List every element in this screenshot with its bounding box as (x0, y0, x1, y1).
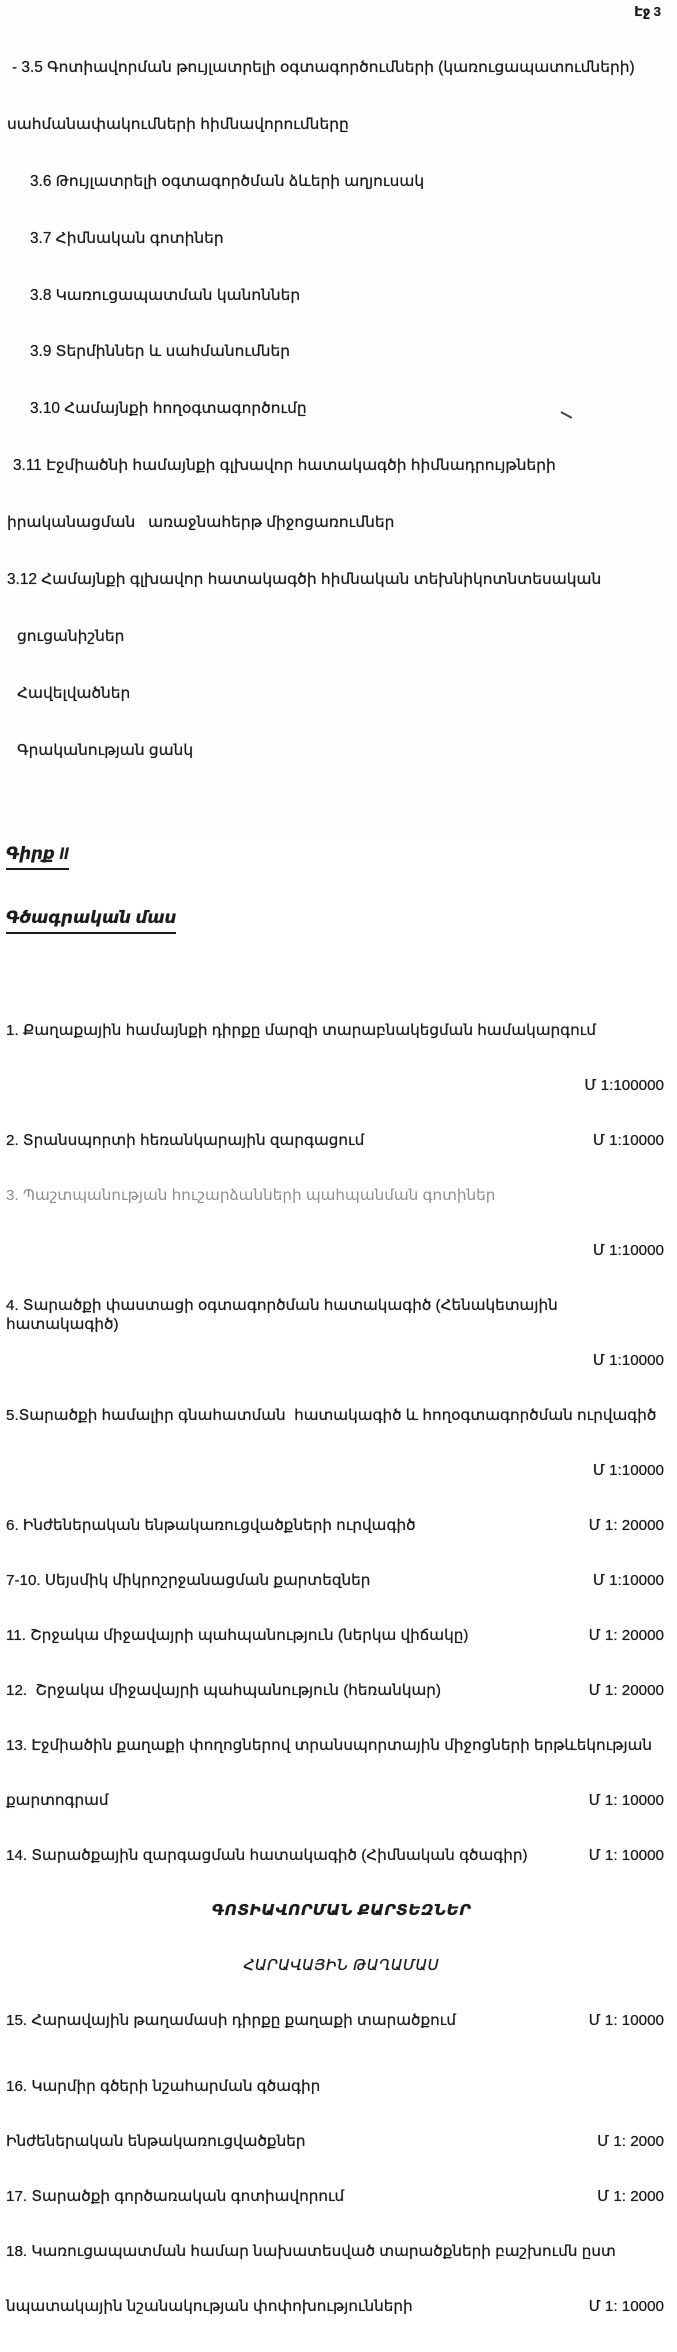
table-of-contents (0, 0, 677, 798)
toc-line: Գրականության ցանկ (17, 741, 194, 759)
toc-line: Հավելվածներ (17, 684, 131, 702)
scale-label: Մ 1: 20000 (588, 1516, 664, 1534)
drawing-item (0, 2132, 677, 2151)
scale-label: Մ 1: 10000 (588, 1791, 664, 1809)
drawing-item (0, 2297, 677, 2316)
scale-label: Մ 1: 20000 (588, 1681, 664, 1699)
drawing-title: 17. Տարածքի գործառական գոտիավորում (6, 2187, 345, 2205)
scale-label: Մ 1:10000 (592, 1571, 664, 1589)
drawing-item (0, 1681, 677, 1700)
toc-line: 3.9 Տերմիններ և սահմանումներ (30, 343, 291, 361)
drawing-title: 4. Տարածքի փաստացի օգտագործման հատակագիծ (Հենակետային հատակագիծ) (6, 1296, 562, 1333)
scale-label: Մ 1:10000 (592, 1351, 664, 1369)
drawing-title: 15. Հարավային թաղամասի դիրքը քաղաքի տարածքում (6, 2011, 456, 2029)
toc-line: ցուցանիշներ (17, 627, 125, 645)
toc-line: 3.7 Հիմնական գոտիներ (30, 229, 224, 247)
toc-line: 3.10 Համայնքի հողօգտագործումը (30, 400, 307, 418)
drawing-item (0, 1516, 677, 1535)
drawing-item (0, 1351, 677, 1370)
south-district-heading: ՀԱՐԱՎԱՅԻՆ ԹԱՂԱՄԱՍ (243, 1956, 440, 1974)
scale-label: Մ 1: 20000 (588, 1626, 664, 1644)
toc-line: սահմանափակումների հիմնավորումները (7, 115, 349, 133)
toc-line: 3.11 Էջմիածնի համայնքի գլխավոր հատակագծի հիմնադրույթների (13, 457, 556, 475)
drawing-title: 11. Շրջակա միջավայրի պահպանություն (ներկա վիճակը) (6, 1626, 469, 1644)
drawing-title: նպատակային նշանակության փոփոխությունների (6, 2297, 413, 2315)
part-title-text: Գծագրական մաս (6, 906, 176, 934)
scale-label: Մ 1:10000 (592, 1131, 664, 1149)
toc-line: իրականացման առաջնահերթ միջոցառումներ (7, 514, 395, 532)
scale-label: Մ 1: 2000 (597, 2132, 664, 2150)
scale-label: Մ 1:10000 (592, 1241, 664, 1259)
drawing-title: 6. Ինժեներական ենթակառուցվածքների ուրվագիծ (6, 1516, 416, 1534)
scale-label: Մ 1: 10000 (588, 2297, 664, 2315)
drawing-title: 7-10. Սեյսմիկ միկրոշրջանացման քարտեզներ (6, 1571, 371, 1589)
drawing-item (0, 1571, 677, 1590)
drawing-item (0, 1131, 677, 1150)
drawing-item (0, 1626, 677, 1645)
drawing-item (0, 1186, 677, 1205)
drawing-item (0, 1736, 677, 1755)
drawing-item (0, 1791, 677, 1810)
book-title-text: Գիրք II (6, 842, 69, 870)
drawing-item (0, 2077, 677, 2096)
drawing-item (0, 1076, 677, 1095)
drawing-title: 3. Պաշտպանության հուշարձանների պահպանման գոտիներ (6, 1186, 496, 1204)
drawing-title: 5.Տարածքի համալիր գնահատման հատակագիծ և հողօգտագործման ուրվագիծ (6, 1406, 657, 1424)
drawing-item (0, 1296, 677, 1333)
drawing-item (0, 2187, 677, 2206)
zoning-maps-heading: ԳՈՏԻԱՎՈՐՄԱՆ ՔԱՐՏԵԶՆԵՐ (211, 1901, 472, 1919)
drawing-item (0, 2242, 677, 2261)
scale-label: Մ 1: 10000 (588, 2011, 664, 2029)
page-number: Էջ 3 (634, 4, 661, 19)
toc-line: 3.12 Համայնքի գլխավոր հատակագծի հիմնական տեխնիկոտնտեսական (7, 571, 602, 589)
scale-label: Մ 1: 10000 (588, 1846, 664, 1864)
part-title (6, 906, 677, 934)
section-heading (0, 806, 677, 970)
drawing-item (0, 1461, 677, 1480)
drawing-item (0, 1406, 677, 1425)
toc-line: 3.8 Կառուցապատման կանոններ (30, 286, 301, 304)
drawing-item (0, 1846, 677, 1865)
drawing-item (0, 2011, 677, 2030)
drawing-item (0, 1241, 677, 1260)
drawing-title: 16. Կարմիր գծերի նշահարման գծագիր (6, 2077, 321, 2095)
drawing-title: 13. Էջմիածին քաղաքի փողոցներով տրանսպորտային միջոցների երթևեկության (6, 1736, 652, 1754)
drawing-title: 1. Քաղաքային համայնքի դիրքը մարզի տարաբնակեցման համակարգում (6, 1021, 597, 1039)
scale-label: Մ 1:10000 (592, 1461, 664, 1479)
toc-line: 3.6 Թույլատրելի օգտագործման ձևերի աղյուսակ (30, 172, 425, 190)
toc-line: - 3.5 Գոտիավորման թույլատրելի օգտագործումների (կառուցապատումների) (12, 59, 635, 76)
scale-label: Մ 1: 2000 (597, 2187, 664, 2205)
drawing-title: Ինժեներական ենթակառուցվածքներ (6, 2132, 306, 2150)
drawing-item (0, 1021, 677, 1040)
drawing-title: 12. Շրջակա միջավայրի պահպանություն (հեռանկար) (6, 1681, 441, 1699)
drawing-title: 18. Կառուցապատման համար նախատեսված տարածքների բաշխումն ըստ (6, 2242, 616, 2260)
drawings-list (0, 985, 677, 2352)
drawing-title: 14. Տարածքային զարգացման հատակագիծ (Հիմնական գծագիր) (6, 1846, 528, 1864)
book-title (6, 842, 677, 870)
drawing-title: քարտոգրամ (6, 1791, 109, 1809)
drawing-title: 2. Տրանսպորտի հեռանկարային զարգացում (6, 1131, 365, 1149)
scale-label: Մ 1:100000 (584, 1076, 664, 1094)
